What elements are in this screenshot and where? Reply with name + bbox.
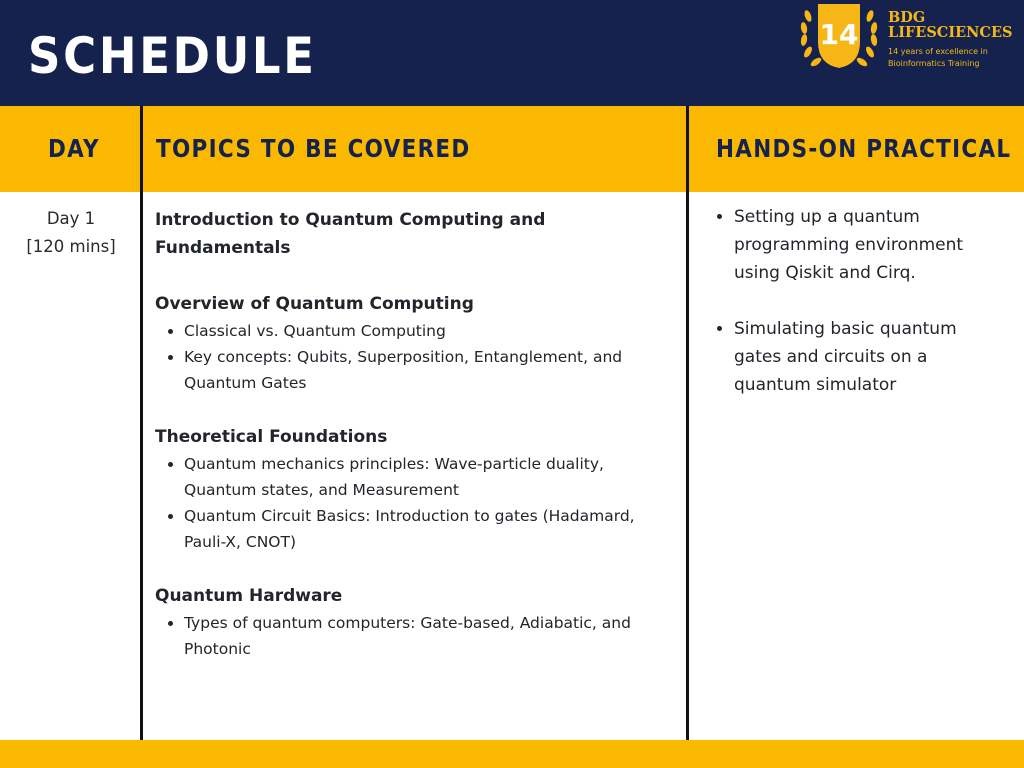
topic-list: [155, 451, 680, 555]
practical-item: • Setting up a quantum programming environment using Qiskit and Cirq.: [734, 203, 1004, 287]
logo-number: 14: [819, 18, 859, 51]
topics-cell: [155, 206, 680, 689]
day-cell: [0, 205, 142, 261]
column-divider-right: [686, 106, 689, 740]
topic-section-heading: Overview of Quantum Computing: [155, 294, 474, 314]
practical-cell: [714, 203, 1004, 427]
footer-bar: [0, 740, 1024, 768]
topics-intro-heading: Introduction to Quantum Computing and Fundamentals: [155, 210, 546, 258]
column-header-topics: TOPICS TO BE COVERED: [156, 134, 471, 163]
topic-list: [155, 318, 680, 396]
column-divider-left: [140, 106, 143, 740]
topic-item: • Quantum Circuit Basics: Introduction to gates (Hadamard, Pauli-X, CNOT): [184, 503, 680, 555]
topic-item: • Key concepts: Qubits, Superposition, Entanglement, and Quantum Gates: [184, 344, 680, 396]
topic-section-heading: Theoretical Foundations: [155, 427, 388, 447]
topic-item: • Quantum mechanics principles: Wave-particle duality, Quantum states, and Measurement: [184, 451, 680, 503]
topic-section: [155, 290, 680, 396]
topic-section-heading: Quantum Hardware: [155, 586, 343, 606]
brand-logo: [796, 2, 1022, 72]
column-header-practical: HANDS-ON PRACTICAL: [716, 134, 1012, 163]
practical-item: • Simulating basic quantum gates and circuits on a quantum simulator: [734, 315, 1004, 399]
column-header-day: DAY: [48, 134, 100, 163]
topic-item: • Types of quantum computers: Gate-based, Adiabatic, and Photonic: [184, 610, 680, 662]
topic-section: [155, 423, 680, 555]
day-label: Day 1: [46, 209, 96, 228]
topic-list: [155, 610, 680, 662]
topic-item: • Classical vs. Quantum Computing: [184, 318, 680, 344]
duration-label: [120 mins]: [26, 237, 116, 256]
logo-brand-name: BDG LIFESCIENCES: [888, 9, 1013, 41]
page-title: SCHEDULE: [28, 27, 317, 85]
practical-list: [714, 203, 1004, 399]
logo-tagline: 14 years of excellence in Bioinformatics Training: [888, 47, 988, 68]
topic-section: [155, 582, 680, 662]
laurel-badge-icon: [796, 2, 882, 72]
